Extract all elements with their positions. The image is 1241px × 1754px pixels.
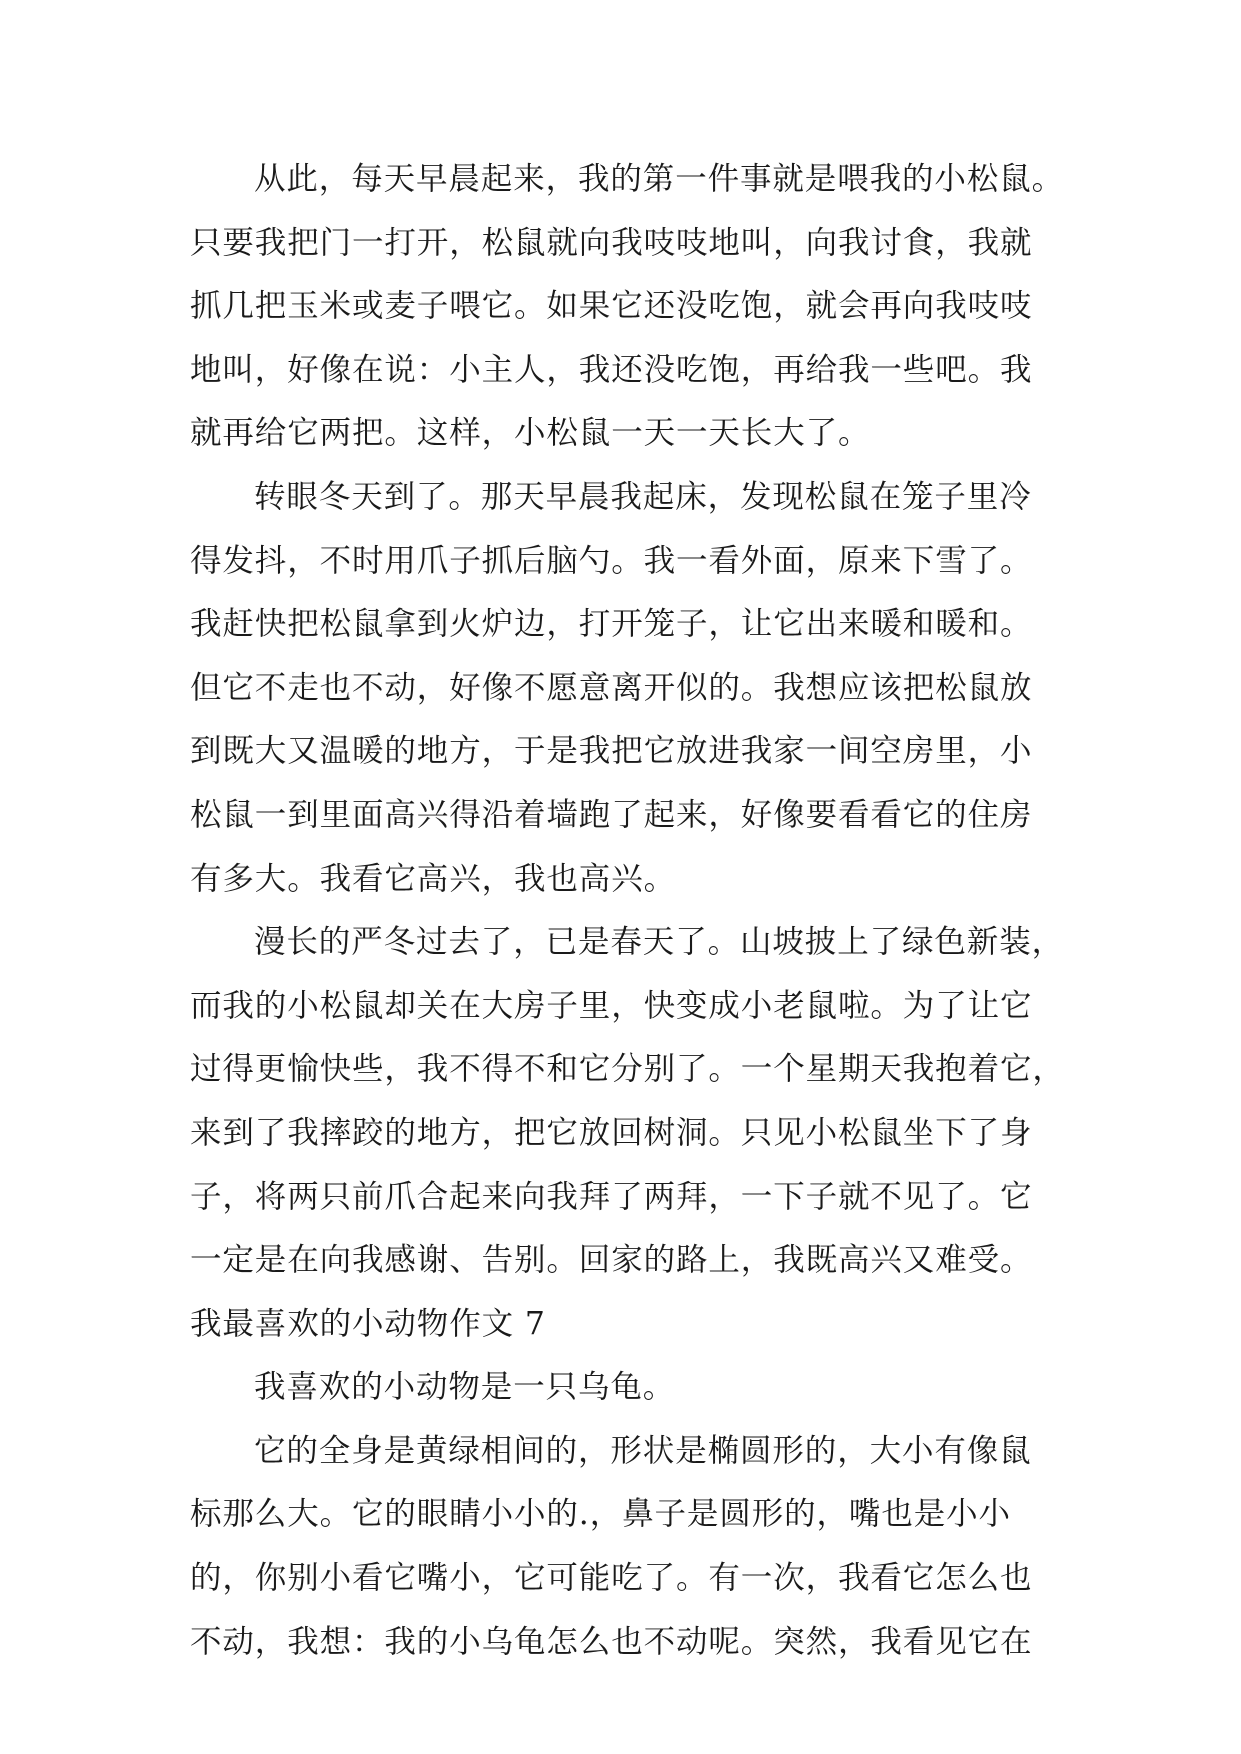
text-line: 地叫，好像在说：小主人，我还没吃饱，再给我一些吧。我 [190, 351, 1033, 388]
section-heading: 我最喜欢的小动物作文 7 [190, 1305, 546, 1342]
text-line: 转眼冬天到了。那天早晨我起床，发现松鼠在笼子里冷 [254, 478, 1032, 515]
text-line: 抓几把玉米或麦子喂它。如果它还没吃饱，就会再向我吱吱 [190, 288, 1033, 325]
text-line: 但它不走也不动，好像不愿意离开似的。我想应该把松鼠放 [190, 669, 1033, 706]
text-line: 我赶快把松鼠拿到火炉边，打开笼子，让它出来暖和暖和。 [190, 606, 1033, 643]
text-line: 漫长的严冬过去了，已是春天了。山坡披上了绿色新装， [254, 924, 1065, 961]
text-line: 得发抖，不时用爪子抓后脑勺。我一看外面，原来下雪了。 [190, 542, 1033, 579]
text-line: 就再给它两把。这样，小松鼠一天一天长大了。 [190, 415, 871, 452]
text-line: 有多大。我看它高兴，我也高兴。 [190, 860, 677, 897]
text-line: 标那么大。它的眼睛小小的.，鼻子是圆形的，嘴也是小小 [190, 1496, 1011, 1533]
text-line: 不动，我想：我的小乌龟怎么也不动呢。突然，我看见它在 [190, 1623, 1033, 1660]
text-line: 从此，每天早晨起来，我的第一件事就是喂我的小松鼠。 [254, 161, 1065, 197]
text-line: 来到了我摔跤的地方，把它放回树洞。只见小松鼠坐下了身 [190, 1114, 1033, 1151]
text-line: 松鼠一到里面高兴得沿着墙跑了起来，好像要看看它的住房 [190, 796, 1033, 833]
text-line: 一定是在向我感谢、告别。回家的路上，我既高兴又难受。 [190, 1242, 1033, 1279]
text-line: 的，你别小看它嘴小，它可能吃了。有一次，我看它怎么也 [190, 1560, 1033, 1597]
text-line: 到既大又温暖的地方，于是我把它放进我家一间空房里，小 [190, 733, 1033, 770]
text-line: 子，将两只前爪合起来向我拜了两拜，一下子就不见了。它 [190, 1178, 1033, 1215]
text-line: 它的全身是黄绿相间的，形状是椭圆形的，大小有像鼠 [254, 1432, 1032, 1469]
text-line: 过得更愉快些，我不得不和它分别了。一个星期天我抱着它， [190, 1051, 1065, 1088]
text-line: 而我的小松鼠却关在大房子里，快变成小老鼠啦。为了让它 [190, 987, 1033, 1024]
text-line: 我喜欢的小动物是一只乌龟。 [254, 1369, 676, 1406]
body-text [190, 148, 1070, 1674]
text-line: 只要我把门一打开，松鼠就向我吱吱地叫，向我讨食，我就 [190, 224, 1033, 261]
